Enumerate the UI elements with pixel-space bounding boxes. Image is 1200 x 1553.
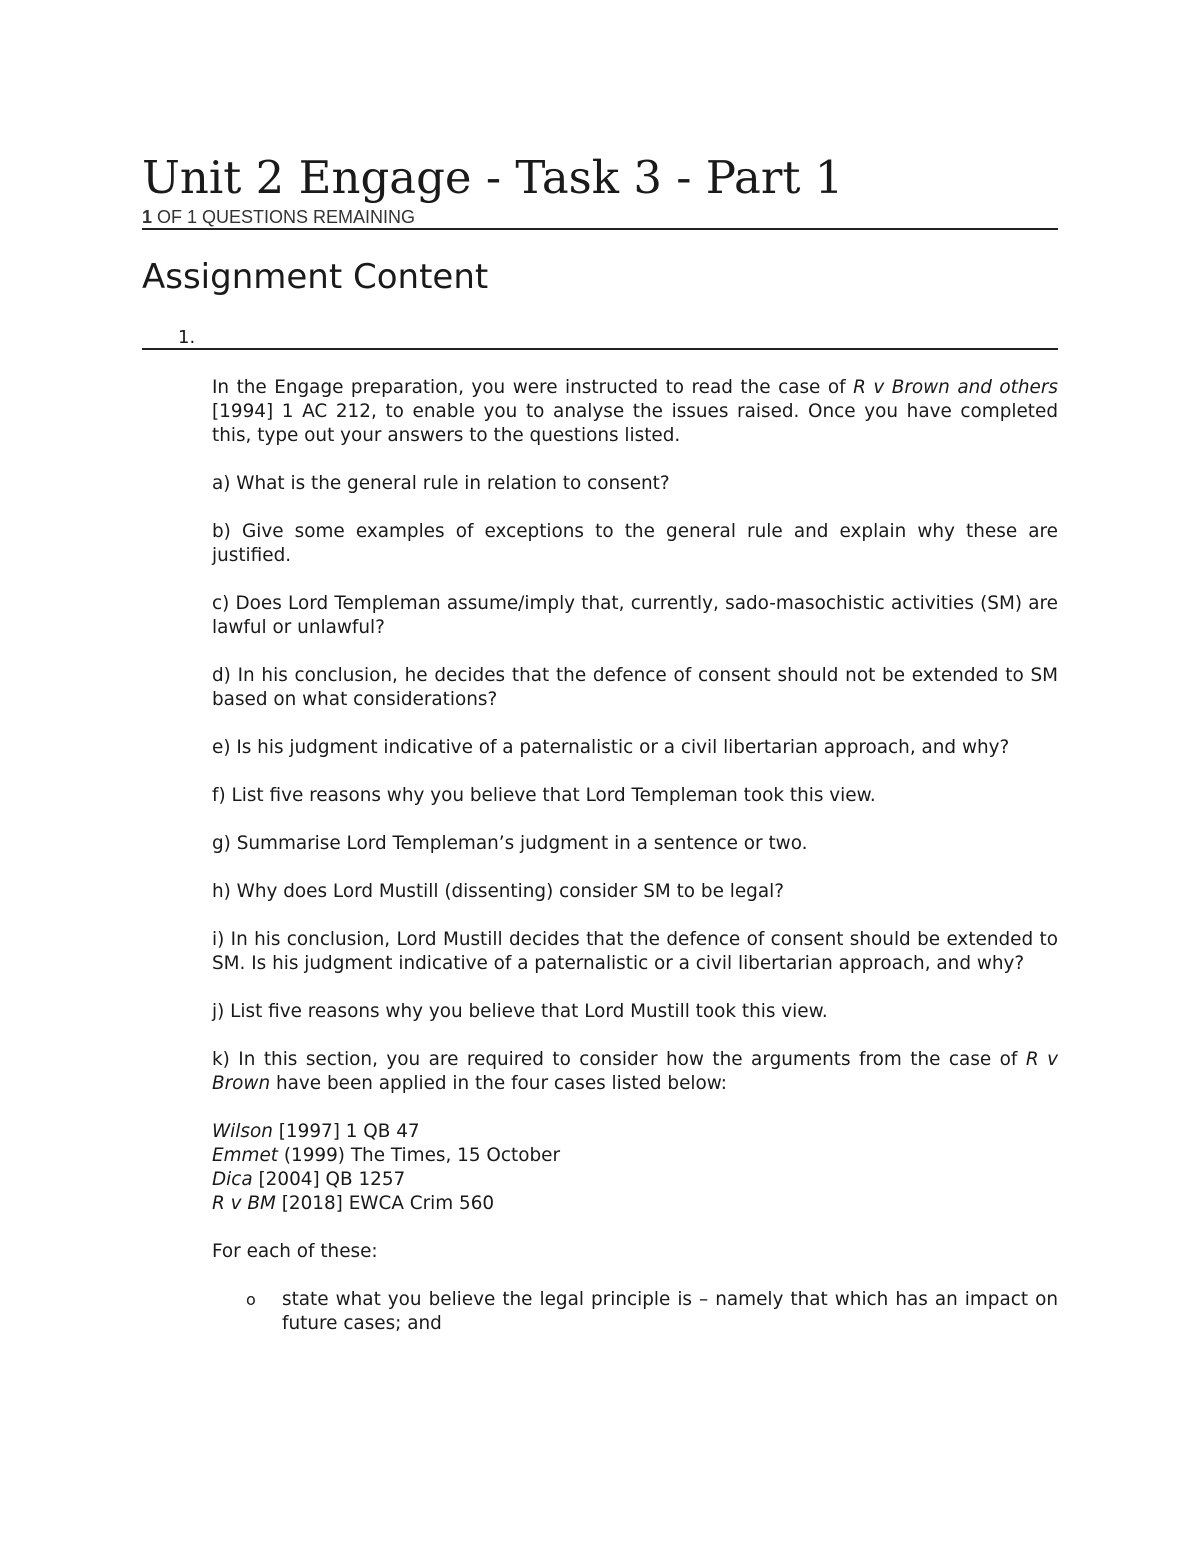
intro-text-2: [1994] 1 AC 212, to enable you to analyse the issues raised. Once you have completed this, type out your answers to the questions listed. [212, 401, 1058, 446]
question-b: b) Give some examples of exceptions to the general rule and explain why these are justified. [212, 521, 1058, 566]
question-j: j) List five reasons why you believe that Lord Mustill took this view. [212, 1001, 828, 1022]
question-d: d) In his conclusion, he decides that the defence of consent should not be extended to SM based on what considerations? [212, 665, 1058, 710]
question-k-text-1: k) In this section, you are required to consider how the arguments from the case of [212, 1049, 1026, 1070]
case-name: Wilson [212, 1121, 273, 1142]
case-item [212, 1120, 1058, 1144]
case-citation: [2018] EWCA Crim 560 [275, 1193, 495, 1214]
case-name: Dica [212, 1169, 253, 1190]
section-title: Assignment Content [142, 257, 489, 297]
case-citation: [1997] 1 QB 47 [272, 1121, 420, 1142]
question-e: e) Is his judgment indicative of a paternalistic or a civil libertarian approach, and why? [212, 737, 1010, 758]
case-name: R v BM [212, 1193, 276, 1214]
question-k [212, 1048, 1058, 1096]
question-body [212, 376, 1058, 1336]
remaining-count: 1 [142, 207, 153, 227]
question-i: i) In his conclusion, Lord Mustill decides that the defence of consent should be extended to SM. Is his judgment indicative of a paternalistic or a civil libertarian approach, and why? [212, 929, 1058, 974]
case-item [212, 1168, 1058, 1192]
question-c: c) Does Lord Templeman assume/imply that, currently, sado-masochistic activities (SM) are lawful or unlawful? [212, 593, 1058, 638]
remaining-text: OF 1 QUESTIONS REMAINING [152, 207, 416, 227]
bullet-mark: o [246, 1290, 256, 1309]
case-citation: [2004] QB 1257 [252, 1169, 406, 1190]
intro-text-1: In the Engage preparation, you were instructed to read the case of [212, 377, 854, 398]
question-header [142, 326, 1058, 350]
question-h: h) Why does Lord Mustill (dissenting) consider SM to be legal? [212, 881, 784, 902]
case-citation: (1999) The Times, 15 October [277, 1145, 561, 1166]
question-g: g) Summarise Lord Templeman’s judgment in a sentence or two. [212, 833, 808, 854]
question-f: f) List five reasons why you believe that Lord Templeman took this view. [212, 785, 876, 806]
bullet-item [212, 1288, 1058, 1336]
questions-remaining [142, 206, 1058, 230]
question-k-text-2: have been applied in the four cases listed below: [270, 1073, 727, 1094]
case-list [212, 1120, 1058, 1216]
case-item [212, 1144, 1058, 1168]
case-item [212, 1192, 1058, 1216]
question-k-case-name: R v Brown [212, 1049, 1058, 1094]
intro-paragraph [212, 376, 1058, 448]
question-a: a) What is the general rule in relation to consent? [212, 473, 670, 494]
for-each-heading: For each of these: [212, 1241, 378, 1262]
intro-case-name: R v Brown and others [853, 377, 1058, 398]
bullet-text: state what you believe the legal principle is – namely that which has an impact on future cases; and [282, 1289, 1058, 1334]
page-title: Unit 2 Engage - Task 3 - Part 1 [142, 151, 844, 204]
case-name: Emmet [212, 1145, 278, 1166]
question-number: 1. [178, 327, 196, 348]
